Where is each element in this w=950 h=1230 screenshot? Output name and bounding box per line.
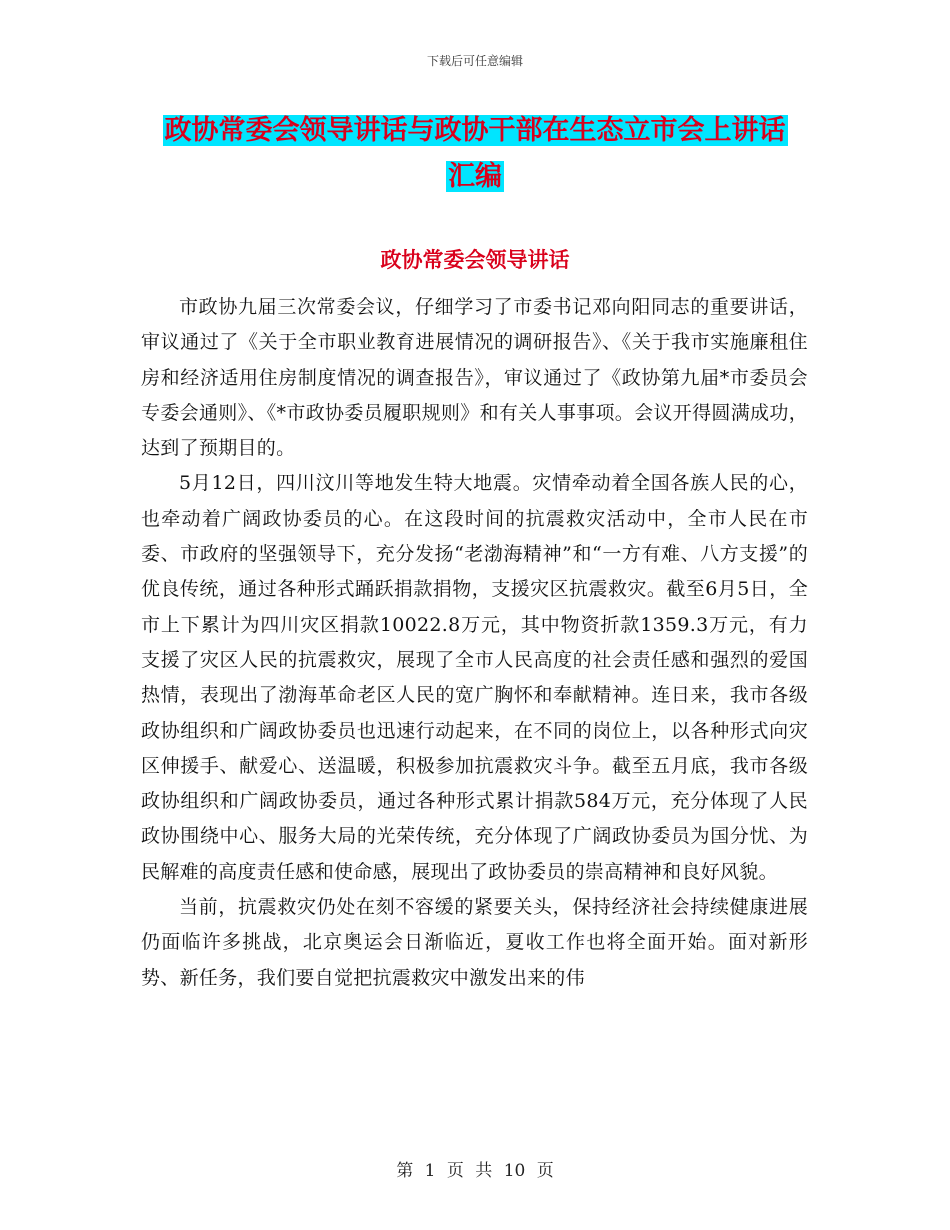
paragraph: 当前，抗震救灾仍处在刻不容缓的紧要关头，保持经济社会持续健康进展仍面临许多挑战，北京奥运会日渐临近，夏收工作也将全面开始。面对新形势、新任务，我们要自觉把抗震救灾中激发出来的伟 xyxy=(141,896,808,989)
document-title xyxy=(0,108,950,200)
document-title-line-1: 政协常委会领导讲话与政协干部在生态立市会上讲话 xyxy=(164,115,786,146)
document-title-line-2: 汇编 xyxy=(448,161,502,192)
body-text xyxy=(141,290,808,996)
page-number: 第 1 页 共 10 页 xyxy=(396,1161,554,1181)
section-title: 政协常委会领导讲话 xyxy=(380,248,570,272)
paragraph: 5月12日，四川汶川等地发生特大地震。灾情牵动着全国各族人民的心，也牵动着广阔政协委员的心。在这段时间的抗震救灾活动中，全市人民在市委、市政府的坚强领导下，充分发扬“老渤海精神”和“一方有难、八方支援”的优良传统，通过各种形式踊跃捐款捐物，支援灾区抗震救灾。截至6月5日，全市上下累计为四川灾区捐款10022.8万元，其中物资折款1359.3万元，有力支援了灾区人民的抗震救灾，展现了全市人民高度的社会责任感和强烈的爱国热情，表现出了渤海革命老区人民的宽广胸怀和奉献精神。连日来，我市各级政协组织和广阔政协委员也迅速行动起来，在不同的岗位上，以各种形式向灾区伸援手、献爱心、送温暖，积极参加抗震救灾斗争。截至五月底，我市各级政协组织和广阔政协委员，通过各种形式累计捐款584万元，充分体现了人民政协围绕中心、服务大局的光荣传统，充分体现了广阔政协委员为国分忧、为民解难的高度责任感和使命感，展现出了政协委员的崇高精神和良好风貌。 xyxy=(141,472,808,883)
header-note: 下载后可任意编辑 xyxy=(426,54,523,68)
paragraph: 市政协九届三次常委会议，仔细学习了市委书记邓向阳同志的重要讲话，审议通过了《关于全市职业教育进展情况的调研报告》、《关于我市实施廉租住房和经济适用住房制度情况的调查报告》，审议通过了《政协第九届*市委员会专委会通则》、《*市政协委员履职规则》和有关人事事项。会议开得圆满成功，达到了预期目的。 xyxy=(141,296,808,460)
